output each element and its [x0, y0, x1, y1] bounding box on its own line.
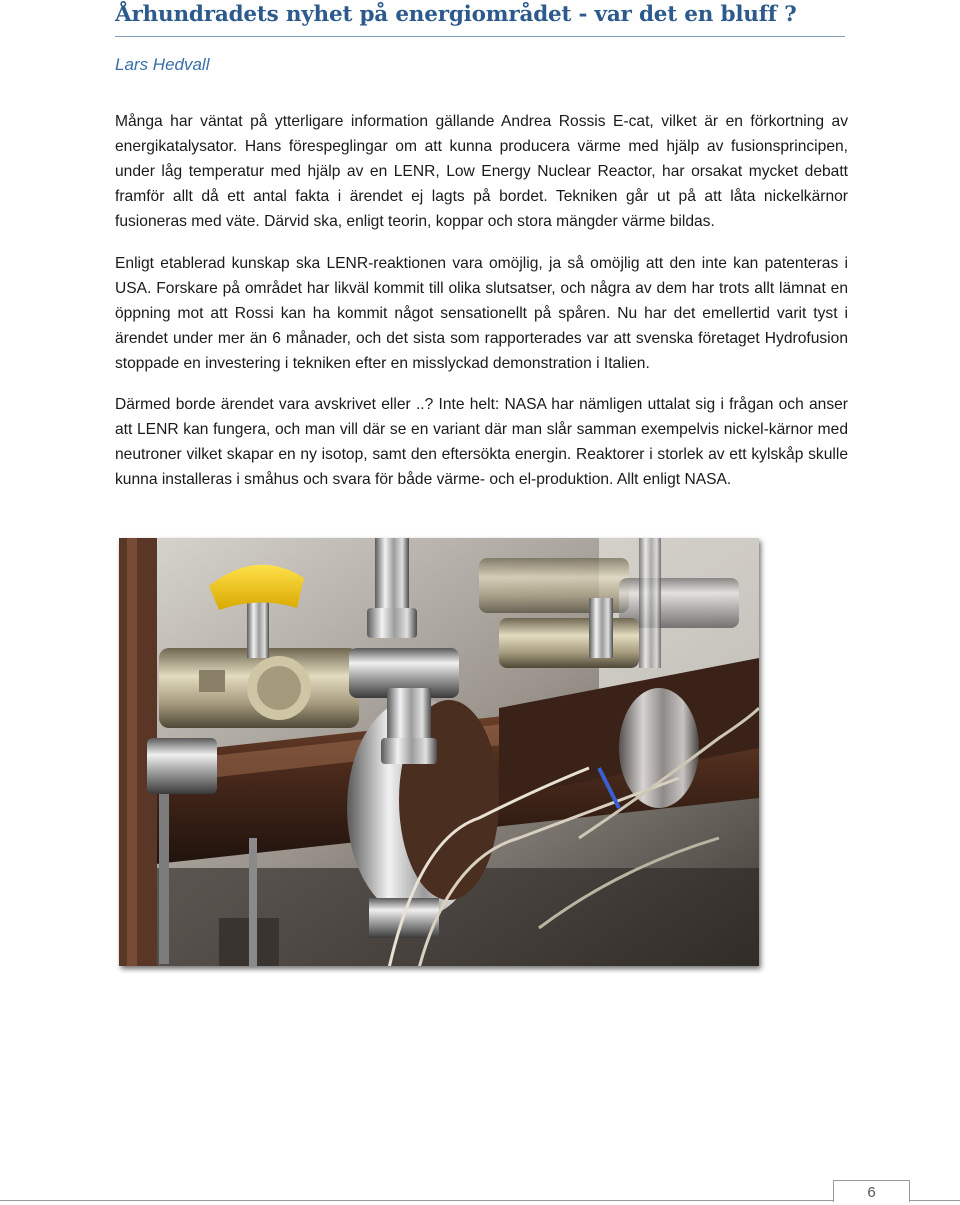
title-underline — [115, 36, 845, 37]
paragraph-3: Därmed borde ärendet vara avskrivet eller ..? Inte helt: NASA har nämligen uttalat sig i frågan och anser att LENR kan fungera, och man vill där se en variant där man slår samman exempelvis nickel-kärnor med neutroner vilket skapar en ny isotop, samt den eftersökta energin. Reaktorer i storlek av ett kylskåp skulle kunna installeras i småhus och svara för både värme- och el-produktion. Allt enligt NASA. — [115, 396, 848, 488]
footer-rule — [0, 1200, 960, 1201]
page-title: Århundradets nyhet på energiområdet - var det en bluff ? — [115, 2, 797, 27]
paragraph-1: Många har väntat på ytterligare information gällande Andrea Rossis E-cat, vilket är en förkortning av energikatalysator. Hans förespeglingar om att kunna producera värme med hjälp av fusionsprincipen, under låg temperatur med hjälp av en LENR, Low Energy Nuclear Reactor, har orsakat mycket debatt framför allt då ett antal fakta i ärendet ej lagts på bordet. Tekniken går ut på att låta nickelkärnor fusioneras med väte. Därvid ska, enligt teorin, koppar och stora mängder värme bildas. — [115, 113, 848, 230]
author-name: Lars Hedvall — [115, 55, 210, 74]
page-number: 6 — [833, 1180, 910, 1202]
reactor-photo — [119, 538, 759, 966]
paragraph-2: Enligt etablerad kunskap ska LENR-reaktionen vara omöjlig, ja så omöjlig att den inte kan patenteras i USA. Forskare på området har likväl kommit till olika slutsatser, och några av dem har trots allt lämnat en öppning mot att Rossi kan ha kommit något sensationellt på spåren. Nu har det emellertid varit tyst i ärendet under mer än 6 månader, och det sista som rapporterades var att svenska företaget Hydrofusion stoppade en investering i tekniken efter en misslyckad demonstration i Italien. — [115, 255, 848, 372]
